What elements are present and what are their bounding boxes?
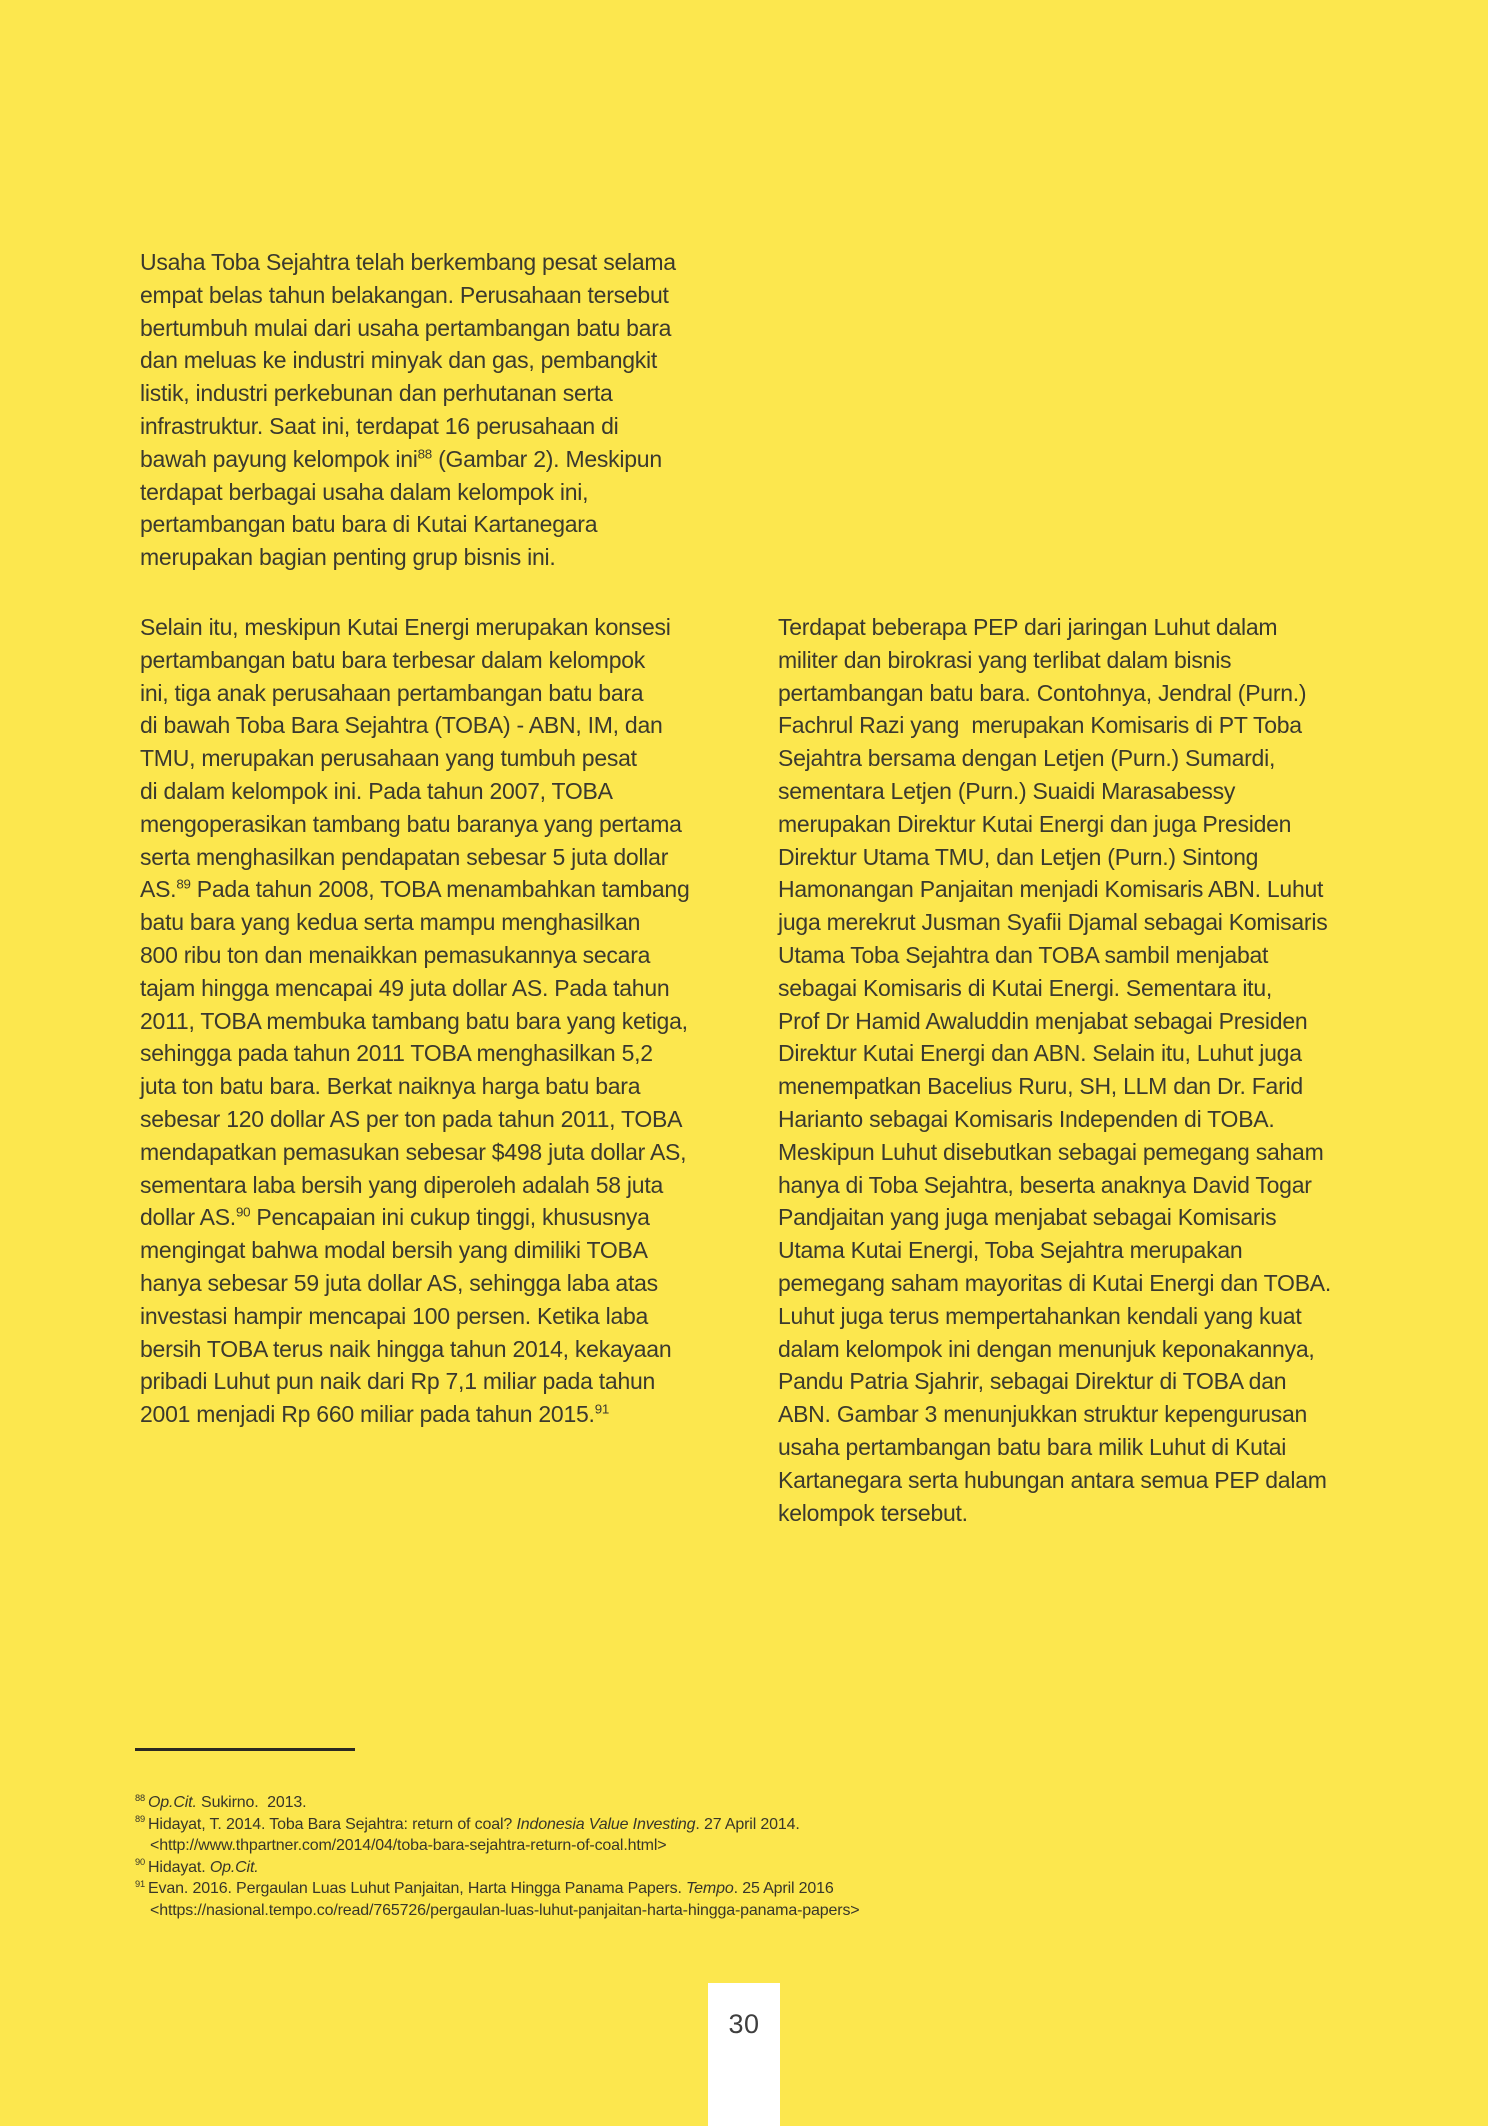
text-line — [135, 1792, 1385, 1814]
footnote-ref: 88 — [417, 446, 432, 462]
text-segment: sementara laba bersih yang diperoleh adalah 58 juta — [140, 1171, 664, 1198]
footnote-list — [135, 1792, 1385, 1921]
text-line — [140, 508, 745, 541]
text-segment: sementara Letjen (Purn.) Suaidi Marasabessy — [778, 777, 1236, 804]
text-segment: Kartanegara serta hubungan antara semua PEP dalam — [778, 1466, 1327, 1493]
text-segment: infrastruktur. Saat ini, terdapat 16 perusahaan di — [140, 412, 619, 439]
text-line — [140, 841, 745, 874]
text-line — [140, 1201, 745, 1234]
text-line — [778, 873, 1383, 906]
text-line — [140, 775, 745, 808]
text-segment: batu bara yang kedua serta mampu menghasilkan — [140, 909, 641, 936]
text-line — [778, 1431, 1383, 1464]
text-segment: sebesar 120 dollar AS per ton pada tahun 2011, TOBA — [140, 1105, 683, 1132]
text-segment: Prof Dr Hamid Awaluddin menjabat sebagai Presiden — [778, 1007, 1308, 1034]
text-segment: Direktur Kutai Energi dan ABN. Selain itu, Luhut juga — [778, 1040, 1302, 1067]
text-segment: Fachrul Razi yang merupakan Komisaris di PT Toba — [778, 712, 1302, 739]
footnote-marker: 91 — [135, 1878, 146, 1889]
text-segment: mengoperasikan tambang batu baranya yang pertama — [140, 810, 682, 837]
paragraph — [778, 611, 1383, 1529]
footnote-ref: 91 — [594, 1401, 610, 1417]
text-line — [778, 1365, 1383, 1398]
text-segment: Indonesia Value Investing — [516, 1815, 696, 1833]
text-segment: pemegang saham mayoritas di Kutai Energi dan TOBA. — [778, 1269, 1332, 1296]
text-line — [140, 443, 745, 476]
text-line — [778, 1300, 1383, 1333]
text-segment: dalam kelompok ini dengan menunjuk keponakannya, — [778, 1335, 1315, 1362]
text-segment: Meskipun Luhut disebutkan sebagai pemegang saham — [778, 1138, 1324, 1165]
text-segment: hanya sebesar 59 juta dollar AS, sehingga laba atas — [140, 1269, 658, 1296]
text-segment: Pandjaitan yang juga menjabat sebagai Komisaris — [778, 1204, 1277, 1231]
text-segment: Pada tahun 2008, TOBA menambahkan tambang — [190, 876, 690, 903]
text-line — [778, 1333, 1383, 1366]
text-segment: di dalam kelompok ini. Pada tahun 2007, TOBA — [140, 777, 613, 804]
text-segment: 2011, TOBA membuka tambang batu bara yang ketiga, — [140, 1007, 688, 1034]
text-line — [778, 1037, 1383, 1070]
footnote-item — [135, 1792, 1385, 1814]
text-line — [140, 1169, 745, 1202]
text-line — [778, 906, 1383, 939]
text-segment: Selain itu, meskipun Kutai Energi merupakan konsesi — [140, 613, 671, 640]
text-segment: Hidayat, T. 2014. Toba Bara Sejahtra: return of coal? — [148, 1815, 517, 1833]
text-line — [778, 1005, 1383, 1038]
text-line — [140, 939, 745, 972]
text-segment: bertumbuh mulai dari usaha pertambangan batu bara — [140, 314, 672, 341]
text-segment: 800 ribu ton dan menaikkan pemasukannya secara — [140, 941, 651, 968]
text-segment: Evan. 2016. Pergaulan Luas Luhut Panjaitan, Harta Hingga Panama Papers. — [148, 1880, 687, 1897]
text-line — [778, 1464, 1383, 1497]
text-line — [140, 312, 745, 345]
text-line — [140, 906, 745, 939]
page-number: 30 — [728, 2009, 760, 2039]
text-segment: Luhut juga terus mempertahankan kendali yang kuat — [778, 1302, 1302, 1329]
text-line — [140, 1267, 745, 1300]
text-line — [778, 677, 1383, 710]
text-line — [778, 972, 1383, 1005]
text-segment: empat belas tahun belakangan. Perusahaan tersebut — [140, 281, 669, 308]
text-line — [140, 742, 745, 775]
text-segment: AS. — [140, 876, 177, 903]
text-segment: bersih TOBA terus naik hingga tahun 2014, kekayaan — [140, 1335, 672, 1362]
text-line — [135, 1857, 1385, 1879]
text-segment: pertambangan batu bara. Contohnya, Jendral (Purn.) — [778, 679, 1307, 706]
footnote-item — [135, 1878, 1385, 1921]
text-line — [778, 1201, 1383, 1234]
footnote-marker: 89 — [135, 1814, 146, 1825]
text-line — [778, 644, 1383, 677]
text-line — [140, 410, 745, 443]
text-segment: pertambangan batu bara di Kutai Kartanegara — [140, 511, 598, 538]
right-text-column — [778, 611, 1383, 1529]
text-segment: Sejahtra bersama dengan Letjen (Purn.) Sumardi, — [778, 745, 1276, 772]
text-segment: Tempo — [686, 1880, 734, 1897]
text-line — [140, 1234, 745, 1267]
text-line — [140, 344, 745, 377]
text-segment: militer dan birokrasi yang terlibat dalam bisnis — [778, 646, 1232, 673]
text-line — [140, 873, 745, 906]
text-segment: Usaha Toba Sejahtra telah berkembang pesat selama — [140, 249, 676, 275]
text-line — [140, 1103, 745, 1136]
footnote-ref: 89 — [176, 876, 191, 892]
text-segment: investasi hampir mencapai 100 persen. Ketika laba — [140, 1302, 649, 1329]
text-line — [135, 1878, 1385, 1900]
text-segment: hanya di Toba Sejahtra, beserta anaknya David Togar — [778, 1171, 1312, 1198]
text-segment: Hidayat. — [148, 1858, 210, 1876]
text-line — [135, 1814, 1385, 1836]
text-segment: Op.Cit. — [148, 1794, 197, 1811]
text-line — [778, 709, 1383, 742]
text-line — [140, 1398, 745, 1431]
footnote-item — [135, 1857, 1385, 1879]
text-segment: Harianto sebagai Komisaris Independen di TOBA. — [778, 1105, 1275, 1132]
text-line — [778, 775, 1383, 808]
text-line — [140, 541, 745, 574]
text-segment: . 25 April 2016 — [733, 1880, 834, 1897]
text-segment: terdapat berbagai usaha dalam kelompok ini, — [140, 478, 589, 505]
text-segment: Direktur Utama TMU, dan Letjen (Purn.) Sintong — [778, 843, 1259, 870]
text-line — [140, 709, 745, 742]
left-text-column — [140, 246, 745, 1431]
text-line — [140, 1037, 745, 1070]
text-segment: Terdapat beberapa PEP dari jaringan Luhut dalam — [778, 614, 1278, 640]
text-segment: TMU, merupakan perusahaan yang tumbuh pesat — [140, 745, 637, 772]
text-segment: <http://www.thpartner.com/2014/04/toba-bara-sejahtra-return-of-coal.html> — [150, 1837, 667, 1854]
text-line — [140, 1365, 745, 1398]
paragraph — [140, 246, 745, 574]
footnote-divider — [135, 1748, 355, 1751]
text-segment: dollar AS. — [140, 1204, 236, 1231]
text-line — [778, 1267, 1383, 1300]
text-line — [140, 377, 745, 410]
text-line — [778, 808, 1383, 841]
text-line — [140, 279, 745, 312]
text-segment: juga merekrut Jusman Syafii Djamal sebagai Komisaris — [778, 909, 1328, 936]
text-segment: ABN. Gambar 3 menunjukkan struktur kepengurusan — [778, 1401, 1308, 1428]
text-segment: serta menghasilkan pendapatan sebesar 5 juta dollar — [140, 843, 669, 870]
footnote-item — [135, 1814, 1385, 1857]
text-segment: dan meluas ke industri minyak dan gas, pembangkit — [140, 347, 658, 374]
text-segment: Utama Kutai Energi, Toba Sejahtra merupakan — [778, 1237, 1243, 1264]
text-segment: bawah payung kelompok ini — [140, 445, 418, 472]
footnotes-section — [135, 1748, 1385, 1921]
text-segment: pribadi Luhut pun naik dari Rp 7,1 miliar pada tahun — [140, 1368, 656, 1395]
text-line — [140, 1136, 745, 1169]
text-segment: mendapatkan pemasukan sebesar $498 juta dollar AS, — [140, 1138, 687, 1165]
text-segment: mengingat bahwa modal bersih yang dimiliki TOBA — [140, 1237, 648, 1264]
text-line — [140, 476, 745, 509]
text-segment: <https://nasional.tempo.co/read/765726/pergaulan-luas-luhut-panjaitan-harta-hingga-panama-papers> — [150, 1901, 860, 1919]
text-segment: (Gambar 2). Meskipun — [431, 445, 662, 472]
text-segment: Pencapaian ini cukup tinggi, khususnya — [250, 1204, 650, 1231]
text-segment: sebagai Komisaris di Kutai Energi. Sementara itu, — [778, 974, 1273, 1001]
text-line — [778, 1136, 1383, 1169]
text-line — [140, 1070, 745, 1103]
text-segment: Sukirno. 2013. — [196, 1794, 307, 1811]
paragraph — [140, 611, 745, 1431]
text-segment: Pandu Patria Sjahrir, sebagai Direktur di TOBA dan — [778, 1368, 1287, 1395]
text-line — [778, 841, 1383, 874]
text-line — [778, 1398, 1383, 1431]
text-segment: juta ton batu bara. Berkat naiknya harga batu bara — [140, 1073, 641, 1100]
text-segment: pertambangan batu bara terbesar dalam kelompok — [140, 646, 646, 673]
page-number-strip — [708, 1983, 780, 2126]
text-line — [140, 611, 745, 644]
text-segment: Hamonangan Panjaitan menjadi Komisaris ABN. Luhut — [778, 876, 1324, 903]
text-line — [778, 1497, 1383, 1530]
text-segment: usaha pertambangan batu bara milik Luhut di Kutai — [778, 1433, 1287, 1460]
footnote-marker: 90 — [135, 1857, 146, 1868]
text-segment: menempatkan Bacelius Ruru, SH, LLM dan Dr. Farid — [778, 1073, 1303, 1100]
text-line — [140, 1333, 745, 1366]
text-line — [135, 1835, 1385, 1857]
text-segment: listik, industri perkebunan dan perhutanan serta — [140, 380, 613, 407]
text-line — [140, 1005, 745, 1038]
text-segment: Utama Toba Sejahtra dan TOBA sambil menjabat — [778, 941, 1269, 968]
text-segment: Op.Cit. — [209, 1858, 259, 1876]
text-line — [140, 808, 745, 841]
text-segment: di bawah Toba Bara Sejahtra (TOBA) - ABN, IM, dan — [140, 712, 663, 739]
text-line — [140, 1300, 745, 1333]
text-line — [778, 939, 1383, 972]
text-segment: merupakan Direktur Kutai Energi dan juga Presiden — [778, 810, 1292, 837]
text-segment: kelompok tersebut. — [778, 1499, 968, 1526]
text-line — [140, 972, 745, 1005]
footnote-marker: 88 — [135, 1792, 146, 1803]
text-segment: 2001 menjadi Rp 660 miliar pada tahun 2015. — [140, 1401, 595, 1428]
text-segment: tajam hingga mencapai 49 juta dollar AS. Pada tahun — [140, 974, 670, 1001]
text-line — [778, 742, 1383, 775]
text-line — [778, 1234, 1383, 1267]
text-line — [778, 1070, 1383, 1103]
text-segment: merupakan bagian penting grup bisnis ini. — [140, 544, 556, 571]
text-line — [778, 1169, 1383, 1202]
text-segment: . 27 April 2014. — [695, 1815, 800, 1833]
footnote-ref: 90 — [235, 1204, 251, 1220]
text-segment: sehingga pada tahun 2011 TOBA menghasilkan 5,2 — [140, 1040, 653, 1067]
text-line — [778, 611, 1383, 644]
text-line — [140, 677, 745, 710]
text-line — [140, 644, 745, 677]
text-segment: ini, tiga anak perusahaan pertambangan batu bara — [140, 679, 644, 706]
text-line — [140, 246, 745, 279]
text-line — [135, 1900, 1385, 1922]
text-line — [778, 1103, 1383, 1136]
